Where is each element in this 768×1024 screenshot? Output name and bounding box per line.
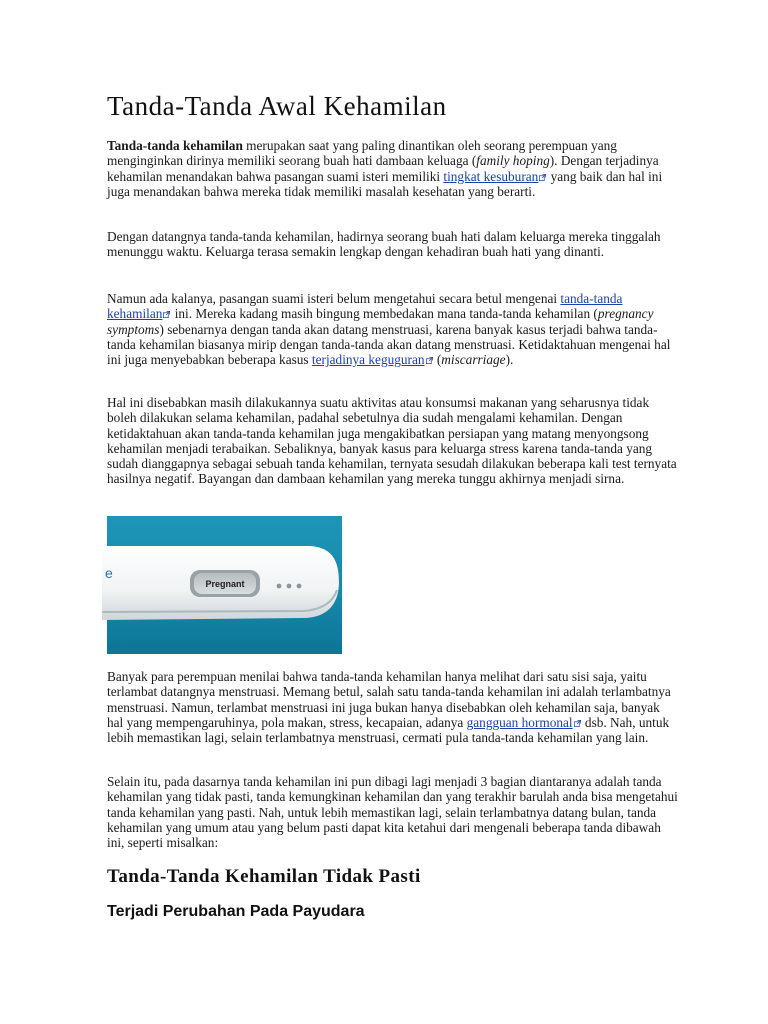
paragraph-4: Hal ini disebabkan masih dilakukannya suatu aktivitas atau konsumsi makanan yang seharusnya tidak boleh dilakukan selama kehamilan, padahal sebetulnya dia sudah mengalami kehamilan. Dengan ketidaktahuan akan tanda-tanda kehamilan juga mengakibatkan persiapan yang matang menyongsong kehamilan menjadi terabaikan. Sebaliknya, banyak kasus para keluarga stress karena tanda-tanda yang sudah dianggapnya sebagai sebuah tanda kehamilan, ternyata sesudah dilakukan beberapa kali test ternyata hasilnya negatif. Bayangan dan dambaan kehamilan yang mereka tunggu akhirnya menjadi sirna. <box>107 395 677 487</box>
external-link-icon <box>539 174 546 181</box>
text-run: Banyak para perempuan menilai bahwa tanda-tanda kehamilan hanya melihat dari satu sisi saja, yaitu terlambat datangnya menstruasi. Memang betul, salah satu tanda-tanda kehamilan ini adalah terlambatnya menstruasi. Namun, terlambat menstruasi ini juga bukan hanya disebabkan oleh kehamilan saja, banyak hal yang mempengaruhinya, pola makan, stress, kecapaian, adanya <box>107 669 671 730</box>
paragraph-5 <box>107 669 679 745</box>
text-run: ). Dengan terjadinya kehamilan menandakan bahwa pasangan suami isteri memiliki <box>107 153 659 184</box>
text-run: ini. Mereka kadang masih bingung membedakan mana tanda-tanda kehamilan ( <box>171 306 598 322</box>
external-link-icon <box>574 720 581 727</box>
article-title: Tanda-Tanda Awal Kehamilan <box>107 91 447 121</box>
text-run: ). <box>505 352 514 368</box>
text-run: yang baik dan hal ini juga menandakan bahwa mereka tidak memiliki masalah kesehatan yang berarti. <box>107 168 663 199</box>
paragraph-3 <box>107 291 679 367</box>
italic-term: family hoping <box>476 153 550 169</box>
link-tanda-tanda-kehamilan[interactable]: tanda-tanda kehamilan <box>107 291 623 322</box>
text-run: Namun ada kalanya, pasangan suami isteri belum mengetahui secara betul mengenai <box>107 291 561 306</box>
test-display-text: Pregnant <box>205 579 245 589</box>
bold-lead: Tanda-tanda kehamilan <box>107 138 243 153</box>
italic-term: pregnancy symptoms <box>107 306 654 337</box>
text-run: dsb. Nah, untuk lebih memastikan lagi, selain terlambatnya menstruasi, cermati pula tanda-tanda kehamilan yang lain. <box>107 714 670 746</box>
text-run: merupakan saat yang paling dinantikan oleh seorang perempuan yang menginginkan dirinya memiliki seorang buah hati dambaan keluaga ( <box>107 138 617 169</box>
image-edge-letter: e <box>105 565 113 581</box>
text-run: ) sebenarnya dengan tanda akan datang menstruasi, karena banyak kasus terjadi bahwa tanda-tanda kehamilan biasanya mirip dengan tanda-tanda akan datang menstruasi. Ketidaktahuan mengenai hal ini juga menyebabkan beberapa kasus <box>107 321 671 368</box>
subsection-heading: Terjadi Perubahan Pada Payudara <box>107 903 365 920</box>
link-gangguan-hormonal[interactable]: gangguan hormonal <box>466 714 573 730</box>
paragraph-1 <box>107 138 679 199</box>
external-link-icon <box>426 357 433 364</box>
paragraph-6: Selain itu, pada dasarnya tanda kehamilan ini pun dibagi lagi menjadi 3 bagian diantaranya adalah tanda kehamilan yang tidak pasti, tanda kemungkinan kehamilan dan yang terakhir barulah anda bisa mengetahui tanda kehamilan yang pasti. Nah, untuk lebih memastikan lagi, selain terlambatnya datang bulan, tanda kehamilan yang umum atau yang belum pasti dapat kita ketahui dari mengenali beberapa tanda dibawah ini, seperti misalkan: <box>107 774 678 851</box>
link-tingkat-kesuburan[interactable]: tingkat kesuburan <box>443 168 539 184</box>
external-link-icon <box>163 311 170 318</box>
pregnancy-test-image <box>107 516 342 654</box>
link-terjadinya-keguguran[interactable]: terjadinya keguguran <box>311 352 425 368</box>
paragraph-2: Dengan datangnya tanda-tanda kehamilan, hadirnya seorang buah hati dalam keluarga mereka tinggalah menunggu waktu. Keluarga terasa semakin lengkap dengan kehadiran buah hati yang dinanti. <box>107 229 661 260</box>
text-run: ( <box>433 352 442 368</box>
italic-term: miscarriage <box>441 352 506 368</box>
section-heading: Tanda-Tanda Kehamilan Tidak Pasti <box>107 866 421 887</box>
pregnancy-test-illustration <box>107 516 342 654</box>
